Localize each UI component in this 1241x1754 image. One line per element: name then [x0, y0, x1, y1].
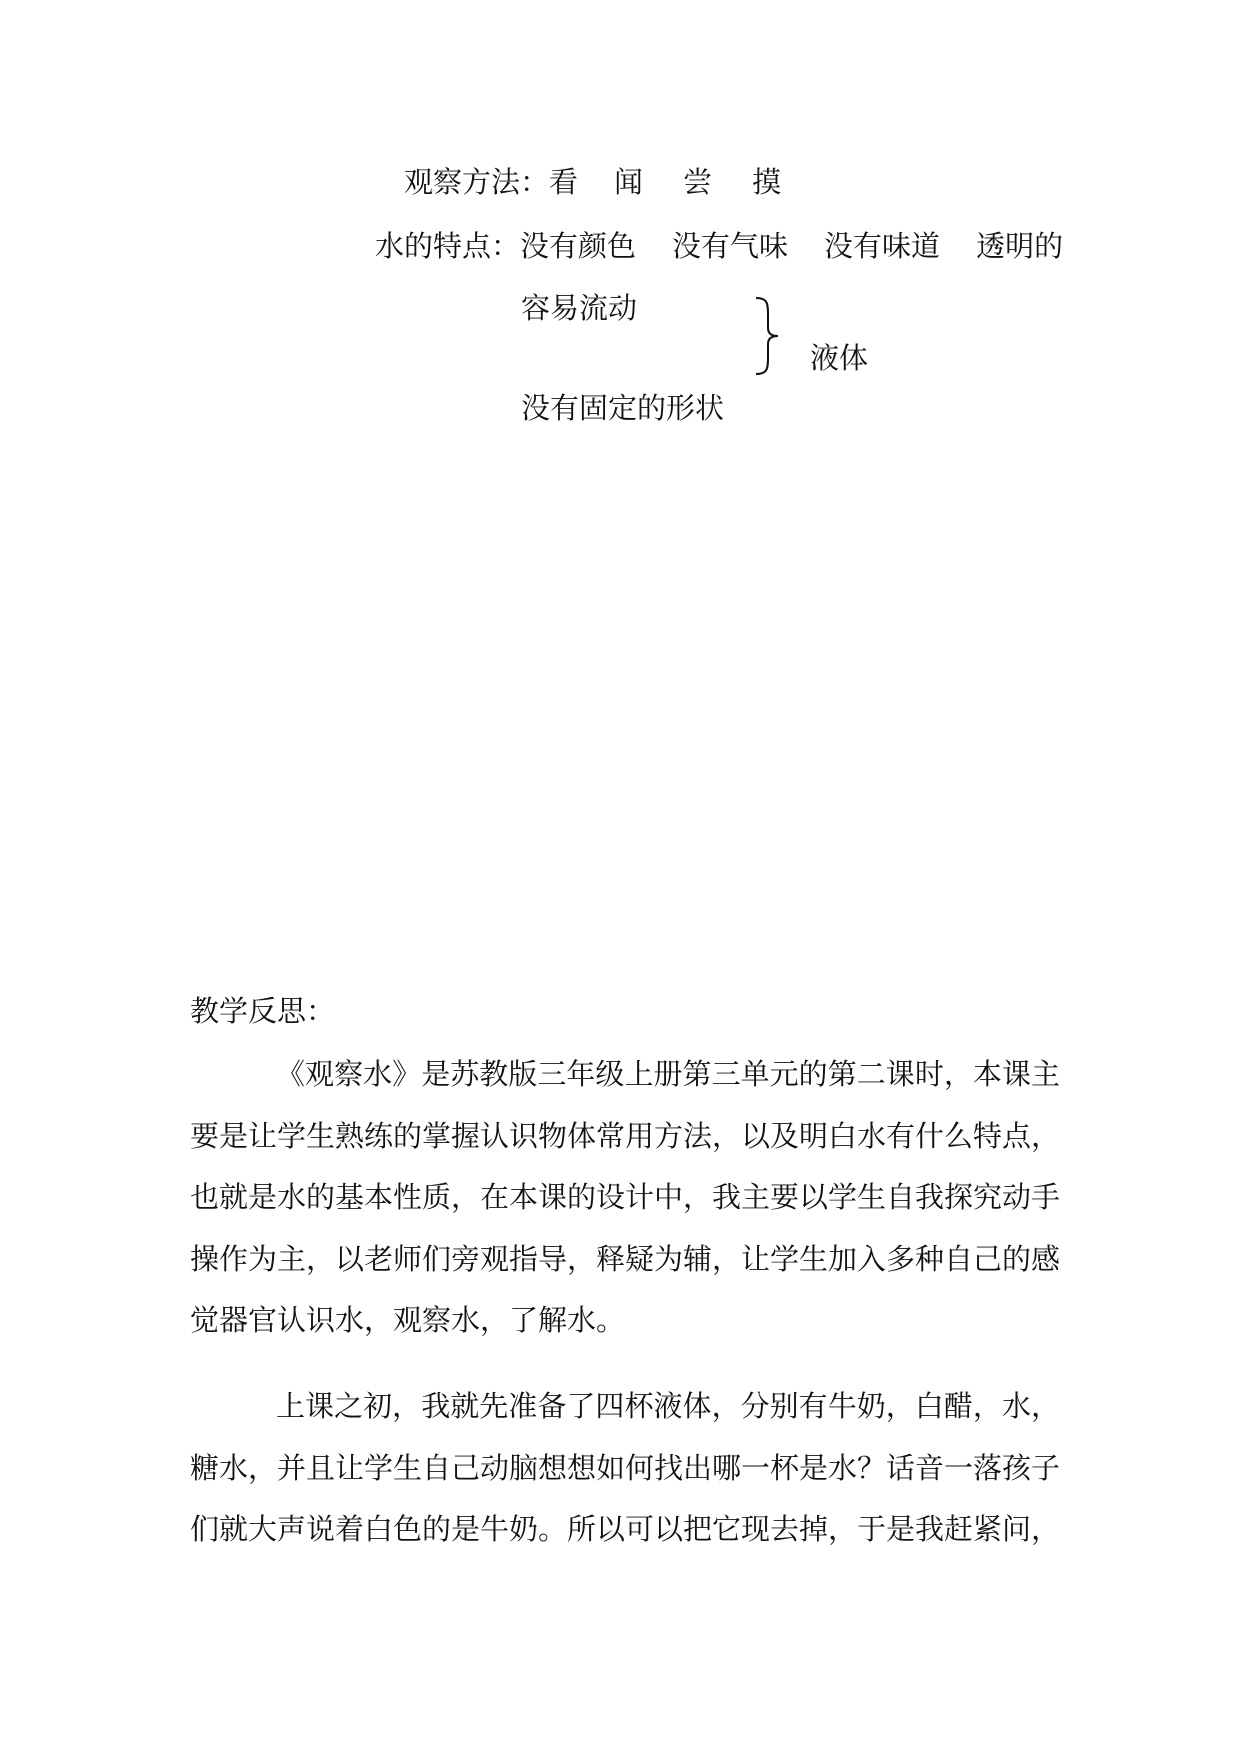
method-look: 看	[549, 165, 579, 199]
methods-label: 观察方法：	[404, 165, 550, 199]
feature-colorless: 没有颜色	[520, 229, 637, 263]
property-flows: 容易流动	[521, 291, 638, 325]
features-line	[375, 228, 1063, 264]
right-brace	[752, 296, 782, 376]
method-taste: 尝	[683, 165, 713, 199]
method-smell: 闻	[614, 165, 644, 199]
feature-transparent: 透明的	[976, 229, 1064, 263]
methods-line	[404, 164, 781, 200]
reflection-paragraph-2: 上课之初，我就先准备了四杯液体，分别有牛奶，白醋，水，糖水，并且让学生自己动脑想想如何找出哪一杯是水？话音一落孩子们就大声说着白色的是牛奶。所以可以把它现去掉，于是我赶紧问，	[190, 1389, 1061, 1546]
conclusion-liquid: 液体	[810, 341, 869, 375]
reflection-paragraph-1: 《观察水》是苏教版三年级上册第三单元的第二课时，本课主要是让学生熟练的掌握认识物体常用方法，以及明白水有什么特点，也就是水的基本性质，在本课的设计中，我主要以学生自我探究动手操作为主，以老师们旁观指导，释疑为辅，让学生加入多种自己的感觉器官认识水，观察水，了解水。	[190, 1057, 1061, 1337]
reflection-heading: 教学反思：	[190, 994, 336, 1028]
feature-odorless: 没有气味	[672, 229, 789, 263]
property-no-fixed-shape: 没有固定的形状	[521, 391, 725, 425]
method-touch: 摸	[752, 165, 782, 199]
feature-tasteless: 没有味道	[824, 229, 941, 263]
features-label: 水的特点：	[375, 229, 521, 263]
